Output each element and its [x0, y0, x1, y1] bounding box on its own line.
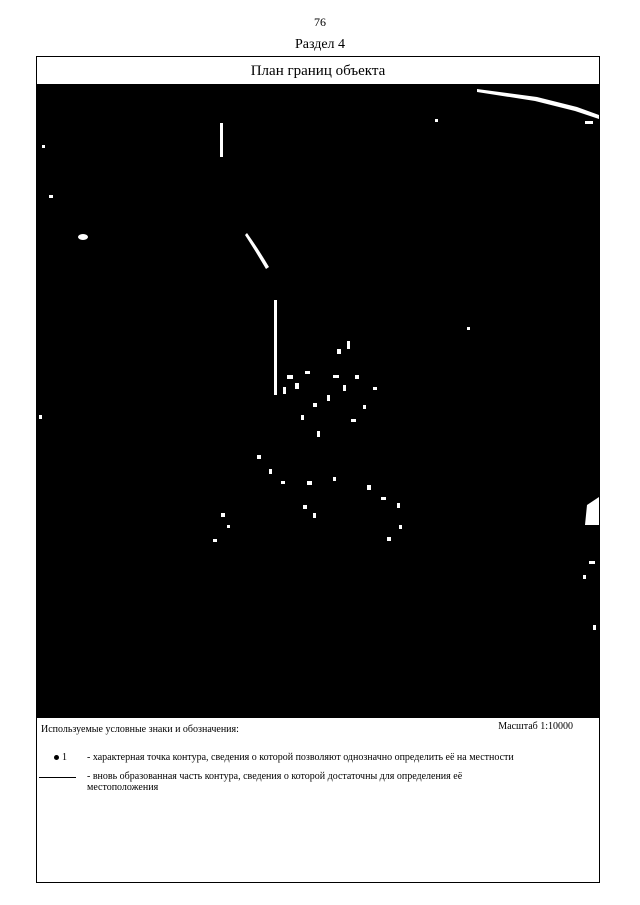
- map-curve: [245, 233, 269, 269]
- point-description: - характерная точка контура, сведения о которой позволяют однозначно определить её на местности: [87, 752, 514, 763]
- map-mark: [435, 119, 438, 122]
- road-edge: [477, 89, 599, 119]
- map-mark: [363, 405, 366, 409]
- map-mark: [295, 383, 299, 389]
- map-mark: [583, 575, 586, 579]
- map-mark: [399, 525, 402, 529]
- section-title: Раздел 4: [294, 37, 346, 52]
- map-mark: [78, 234, 88, 240]
- map-mark: [355, 375, 359, 379]
- line-description: [87, 771, 577, 793]
- map-mark: [593, 625, 596, 630]
- map-mark: [343, 385, 346, 391]
- map-mark: [39, 415, 42, 419]
- map-mark: [387, 537, 391, 541]
- point-symbol: [54, 752, 67, 763]
- map-line: [220, 123, 223, 157]
- plan-title: План границ объекта: [37, 57, 599, 85]
- map-line: [274, 300, 277, 395]
- map-mark: [313, 403, 317, 407]
- map-mark: [227, 525, 230, 528]
- map-mark: [585, 121, 593, 124]
- plan-frame: [36, 56, 600, 883]
- line-description-line1: - вновь образованная часть контура, сведения о которой достаточны для определения её: [87, 771, 463, 782]
- map-mark: [327, 395, 330, 401]
- map-mark: [351, 419, 356, 422]
- map-mark: [213, 539, 217, 542]
- map-mark: [381, 497, 386, 500]
- point-dot-icon: [54, 755, 59, 760]
- map-mark: [589, 561, 595, 564]
- map-mark: [367, 485, 371, 490]
- scale-label: Масштаб 1:10000: [498, 721, 573, 732]
- map-mark: [42, 145, 45, 148]
- map-mark: [269, 469, 272, 474]
- line-description-line2: местоположения: [87, 782, 159, 793]
- map-mark: [333, 477, 336, 481]
- map-mark: [333, 375, 339, 378]
- map-mark: [347, 341, 350, 349]
- point-number: 1: [62, 752, 67, 764]
- line-symbol-icon: [39, 777, 76, 778]
- legend: [37, 718, 599, 882]
- map-mark: [281, 481, 285, 484]
- map-features: [37, 85, 599, 718]
- map-mark: [221, 513, 225, 517]
- page-number: 76: [314, 15, 326, 29]
- map-mark: [307, 481, 312, 485]
- legend-title: Используемые условные знаки и обозначения:: [41, 724, 239, 735]
- map-mark: [317, 431, 320, 437]
- map-feature: [585, 497, 599, 525]
- map-image: [37, 85, 599, 718]
- map-mark: [303, 505, 307, 509]
- map-mark: [257, 455, 261, 459]
- map-mark: [373, 387, 377, 390]
- map-mark: [313, 513, 316, 518]
- map-mark: [305, 371, 310, 374]
- map-mark: [49, 195, 53, 198]
- map-mark: [283, 387, 286, 394]
- map-mark: [287, 375, 293, 379]
- map-mark: [301, 415, 304, 420]
- map-mark: [397, 503, 400, 508]
- map-mark: [337, 349, 341, 354]
- map-mark: [467, 327, 470, 330]
